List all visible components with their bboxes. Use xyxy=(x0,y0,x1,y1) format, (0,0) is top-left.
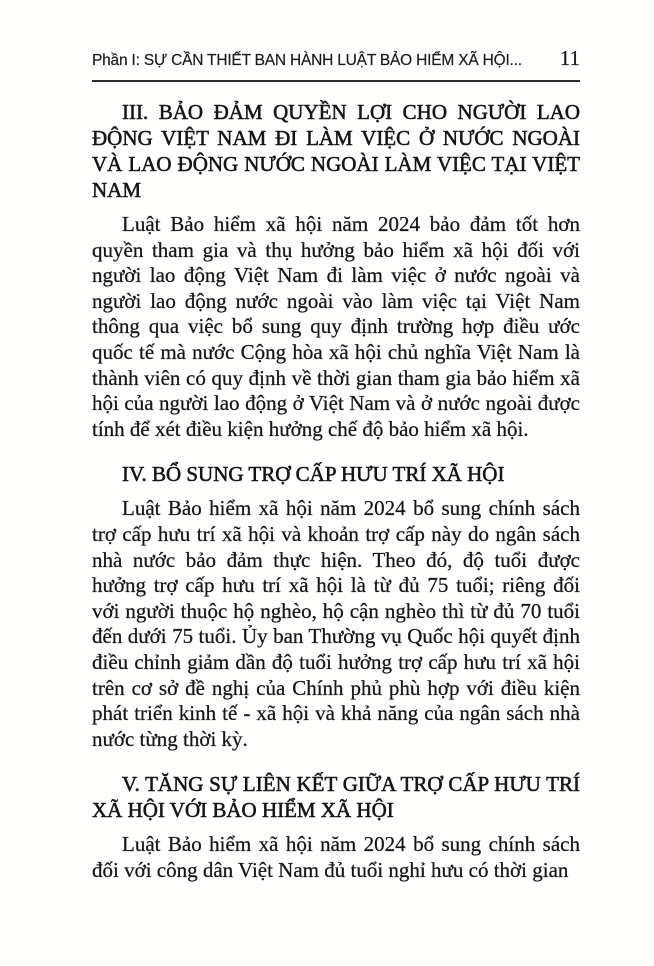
page-number: 11 xyxy=(559,46,580,70)
section-iii-paragraph: Luật Bảo hiểm xã hội năm 2024 bảo đảm tốt hơn quyền tham gia và thụ hưởng bảo hiểm xã hội đối với người lao động Việt Nam đi làm việc ở nước ngoài và người lao động nước ngoài vào làm việc tại Việt Nam thông qua việc bổ sung quy định trường hợp điều ước quốc tế mà nước Cộng hòa xã hội chủ nghĩa Việt Nam là thành viên có quy định về thời gian tham gia bảo hiểm xã hội của người lao động ở Việt Nam và ở nước ngoài được tính để xét điều kiện hưởng chế độ bảo hiểm xã hội. xyxy=(92,212,580,441)
running-title: Phần I: SỰ CẦN THIẾT BAN HÀNH LUẬT BẢO HIỂM XÃ HỘI... xyxy=(92,52,522,69)
page-content xyxy=(92,99,580,883)
section-heading-iii: III. BẢO ĐẢM QUYỀN LỢI CHO NGƯỜI LAO ĐỘNG VIỆT NAM ĐI LÀM VIỆC Ở NƯỚC NGOÀI VÀ LAO ĐỘNG NƯỚC NGOÀI LÀM VIỆC TẠI VIỆT NAM xyxy=(92,100,580,202)
section-iv-paragraph: Luật Bảo hiểm xã hội năm 2024 bổ sung chính sách trợ cấp hưu trí xã hội và khoản trợ cấp này do ngân sách nhà nước bảo đảm thực hiện. Theo đó, độ tuổi được hưởng trợ cấp hưu trí xã hội là từ đủ 75 tuổi; riêng đối với người thuộc hộ nghèo, hộ cận nghèo thì từ đủ 70 tuổi đến dưới 75 tuổi. Ủy ban Thường vụ Quốc hội quyết định điều chỉnh giảm dần độ tuổi hưởng trợ cấp hưu trí xã hội trên cơ sở đề nghị của Chính phủ phù hợp với điều kiện phát triển kinh tế - xã hội và khả năng của ngân sách nhà nước từng thời kỳ. xyxy=(92,496,580,751)
section-heading-v: V. TĂNG SỰ LIÊN KẾT GIỮA TRỢ CẤP HƯU TRÍ XÃ HỘI VỚI BẢO HIỂM XÃ HỘI xyxy=(92,772,580,823)
section-heading-iv: IV. BỔ SUNG TRỢ CẤP HƯU TRÍ XÃ HỘI xyxy=(122,462,505,487)
section-v-paragraph: Luật Bảo hiểm xã hội năm 2024 bổ sung chính sách đối với công dân Việt Nam đủ tuổi nghỉ hưu có thời gian xyxy=(92,832,580,882)
running-header xyxy=(92,46,580,82)
